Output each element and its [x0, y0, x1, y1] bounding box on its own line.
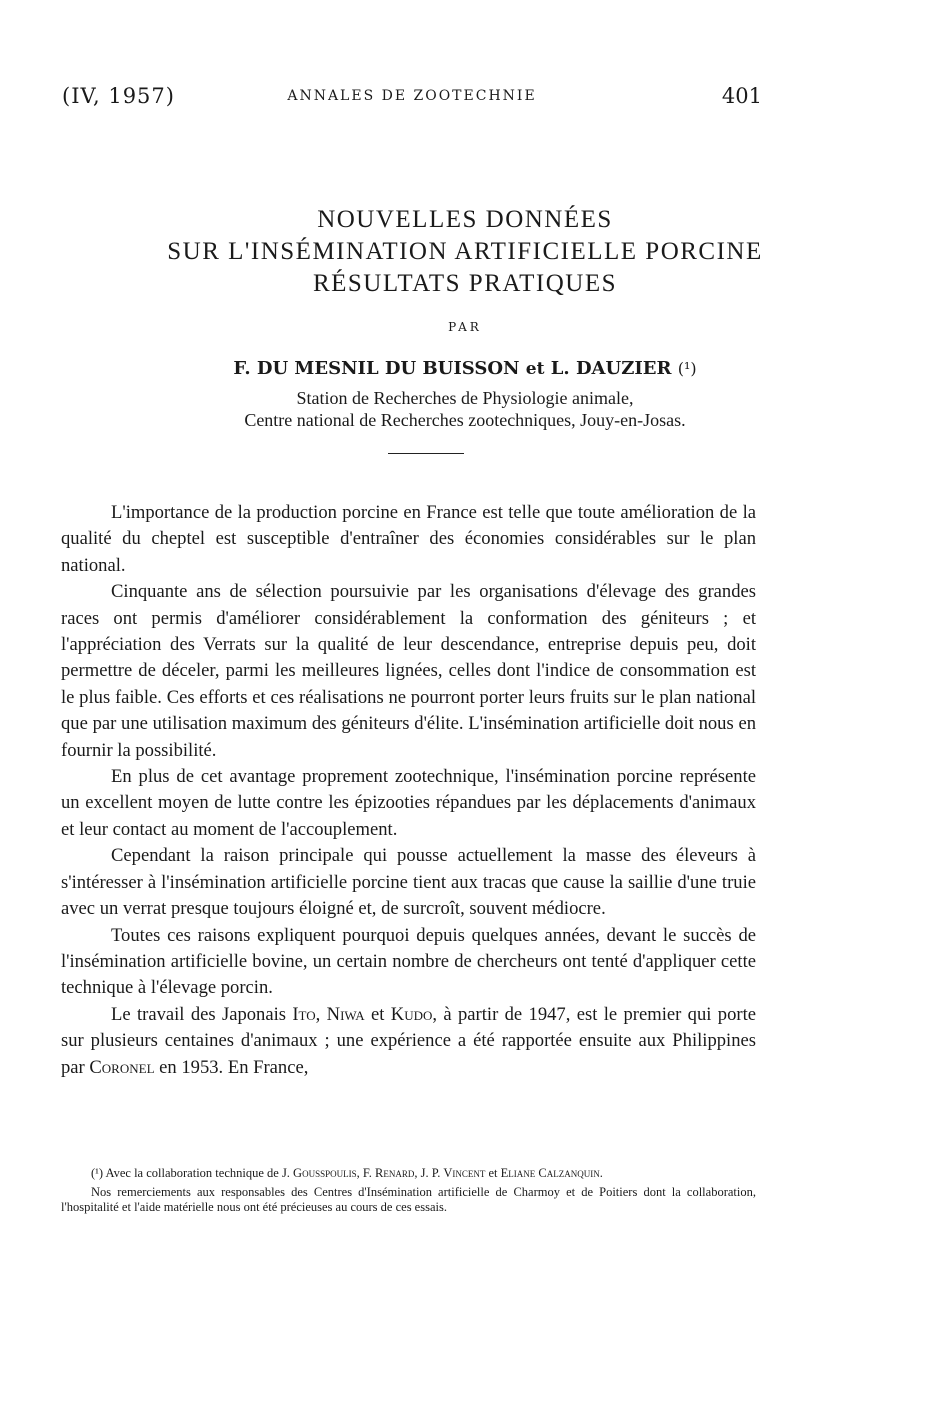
authors: [60, 358, 870, 379]
footnotes: [61, 1166, 756, 1219]
footnote: Nos remerciements aux responsables des Centres d'Insémination artificielle de Charmoy et de Poitiers dont la collaboration, l'hospitalité et l'aide matérielle nous ont été précieuses au cours de ces essais.: [61, 1184, 756, 1214]
affiliation: [60, 387, 870, 431]
author-1: F. DU MESNIL DU BUISSON: [233, 358, 520, 379]
paragraph: Cependant la raison principale qui pousse actuellement la masse des éleveurs à s'intéresser à l'insémination artificielle porcine tient aux tracas que cause la saillie d'une truie avec un verrat presque toujours éloigné et, de surcroît, souvent médiocre.: [61, 845, 756, 920]
title-line: RÉSULTATS PRATIQUES: [312, 270, 618, 297]
paragraph-text: , à partir de 1947, est le premier qui porte sur plusieurs centaines d'animaux ; une expérience a été rapportée ensuite aux Philippines par: [61, 1003, 757, 1078]
paragraph: Cinquante ans de sélection poursuivie par les organisations d'élevage des grandes races ont permis d'améliorer considérablement la conformation des géniteurs ; et l'appréciation des Verrats sur la qualité de leur descendance, entreprise depuis peu, doit permettre de déceler, parmi les meilleures lignées, celles dont l'indice de consommation est le plus faible. Ces efforts et ces réalisations ne pourront porter leurs fruits sur le plan national que par une utilisation maximum des géniteurs d'élite. L'insémination artificielle doit nous en fournir la possibilité.: [61, 581, 756, 761]
paragraph-text: et: [364, 1003, 391, 1025]
footnote: [61, 1166, 756, 1182]
paragraph-text: ,: [315, 1003, 327, 1025]
article-body: [61, 500, 756, 1081]
journal-name: ANNALES DE ZOOTECHNIE: [287, 88, 537, 104]
author-name: Ito: [292, 1003, 316, 1025]
collaborator-name: Eliane Calzanquin: [500, 1166, 600, 1180]
paragraph: L'importance de la production porcine en France est telle que toute amélioration de la qualité du cheptel est susceptible d'entraîner des économies considérables sur le plan national.: [61, 502, 756, 576]
footnote-text: (¹) Avec la collaboration technique de: [91, 1166, 282, 1180]
author-name: Kudo: [390, 1003, 433, 1025]
paragraph-text: en 1953. En France,: [154, 1056, 309, 1078]
footnote-mark: (¹): [677, 359, 697, 378]
paragraph-text: Le travail des Japonais: [111, 1003, 293, 1025]
authors-conjunction: et: [525, 359, 545, 379]
running-header: [62, 84, 762, 114]
title-line: SUR L'INSÉMINATION ARTIFICIELLE PORCINE: [167, 238, 763, 265]
title-line: NOUVELLES DONNÉES: [317, 206, 613, 233]
collaborator-names: J. Gousspoulis, F. Renard, J. P. Vincent: [281, 1166, 486, 1180]
author-2: L. DAUZIER: [550, 358, 672, 379]
separator-rule: [388, 453, 464, 454]
volume-year: (IV, 1957): [62, 84, 175, 108]
footnote-text: et: [485, 1166, 501, 1180]
paragraph: En plus de cet avantage proprement zootechnique, l'insémination porcine représente un excellent moyen de lutte contre les épizooties répandues par les déplacements d'animaux et leur contact au moment de l'accouplement.: [61, 766, 756, 840]
article-title: [60, 204, 870, 300]
footnote-text: .: [599, 1166, 603, 1180]
affiliation-line: Station de Recherches de Physiologie animale,: [296, 388, 634, 408]
paragraph: [61, 1002, 756, 1081]
page-number: 401: [721, 84, 762, 108]
author-name: Niwa: [326, 1003, 365, 1025]
author-name: Coronel: [89, 1056, 155, 1078]
affiliation-line: Centre national de Recherches zootechniques, Jouy-en-Josas.: [244, 410, 686, 430]
by-line: PAR: [448, 320, 482, 334]
paragraph: Toutes ces raisons expliquent pourquoi depuis quelques années, devant le succès de l'insémination artificielle bovine, un certain nombre de chercheurs ont tenté d'appliquer cette technique à l'élevage porcin.: [61, 924, 756, 999]
